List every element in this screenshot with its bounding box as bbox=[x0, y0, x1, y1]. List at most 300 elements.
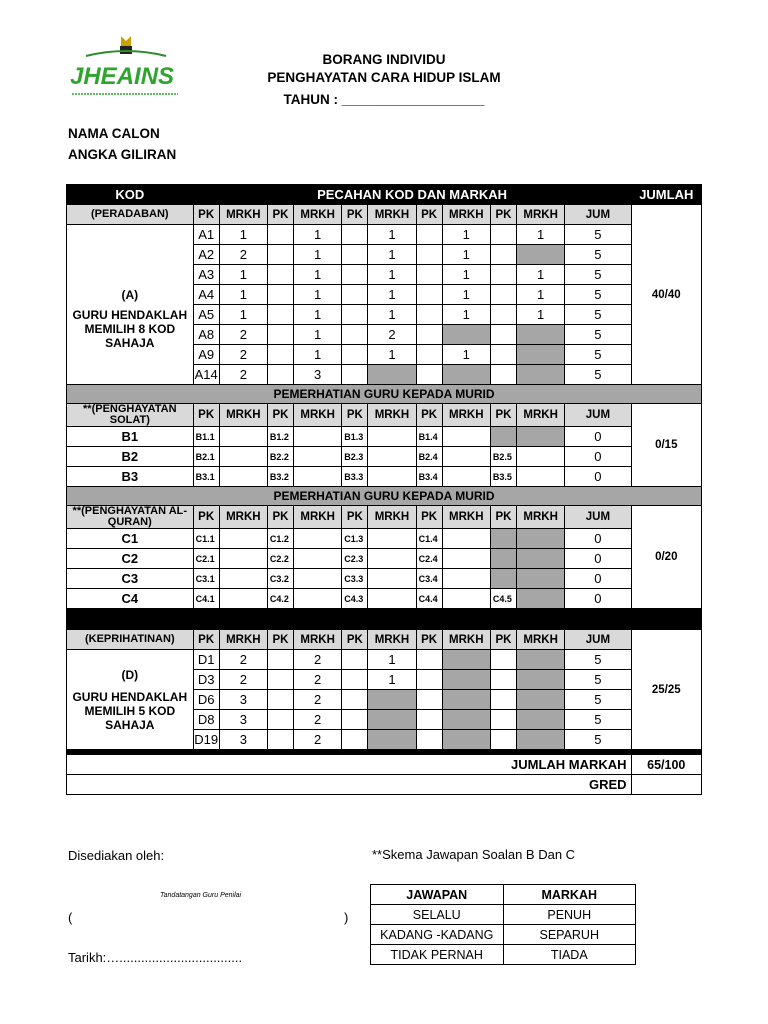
mark-cell: 2 bbox=[219, 670, 267, 690]
mrkh-header: MRKH bbox=[368, 630, 416, 650]
pk-cell bbox=[490, 650, 516, 670]
mark-cell bbox=[219, 447, 267, 467]
mark-cell bbox=[442, 569, 490, 589]
mark-cell bbox=[219, 467, 267, 487]
pk-cell bbox=[342, 650, 368, 670]
pk-cell: C2.3 bbox=[342, 549, 368, 569]
mark-cell bbox=[442, 529, 490, 549]
pk-cell bbox=[416, 730, 442, 750]
mark-cell: 1 bbox=[517, 225, 565, 245]
mark-cell bbox=[368, 710, 416, 730]
pk-cell: C1.1 bbox=[193, 529, 219, 549]
mark-cell: 3 bbox=[219, 730, 267, 750]
table-row bbox=[67, 506, 702, 529]
code-cell: B1 bbox=[67, 427, 194, 447]
pk-header: PK bbox=[193, 404, 219, 427]
section-total: 0/15 bbox=[631, 404, 701, 487]
pk-cell bbox=[490, 285, 516, 305]
pk-header: PK bbox=[416, 404, 442, 427]
pk-cell: B2.3 bbox=[342, 447, 368, 467]
pk-cell: B3.2 bbox=[267, 467, 293, 487]
mrkh-header: MRKH bbox=[294, 630, 342, 650]
mark-cell bbox=[442, 730, 490, 750]
pk-cell: C3.2 bbox=[267, 569, 293, 589]
mrkh-header: MRKH bbox=[517, 404, 565, 427]
mark-cell: 2 bbox=[219, 365, 267, 385]
mark-cell bbox=[442, 325, 490, 345]
mark-cell: 3 bbox=[219, 710, 267, 730]
pk-cell bbox=[416, 690, 442, 710]
jum-cell: 5 bbox=[565, 345, 631, 365]
code-cell: D8 bbox=[193, 710, 219, 730]
mark-cell bbox=[368, 589, 416, 609]
section-total: 0/20 bbox=[631, 506, 701, 609]
mark-cell: 1 bbox=[442, 245, 490, 265]
marks-table bbox=[66, 184, 702, 795]
code-cell: A2 bbox=[193, 245, 219, 265]
mark-cell bbox=[442, 710, 490, 730]
table-row bbox=[67, 427, 702, 447]
jum-cell: 0 bbox=[565, 467, 631, 487]
jum-header: JUM bbox=[565, 630, 631, 650]
pk-cell bbox=[416, 225, 442, 245]
jum-header: JUM bbox=[565, 205, 631, 225]
pk-cell: C3.3 bbox=[342, 569, 368, 589]
pk-cell bbox=[342, 225, 368, 245]
pk-cell: C4.4 bbox=[416, 589, 442, 609]
mark-cell bbox=[368, 427, 416, 447]
mark-cell bbox=[368, 569, 416, 589]
mark-cell bbox=[442, 549, 490, 569]
jum-cell: 0 bbox=[565, 549, 631, 569]
jum-cell: 5 bbox=[565, 305, 631, 325]
code-cell: A4 bbox=[193, 285, 219, 305]
mark-cell: 1 bbox=[442, 285, 490, 305]
jum-cell: 0 bbox=[565, 529, 631, 549]
mark-cell: 1 bbox=[219, 305, 267, 325]
pk-cell: B2.5 bbox=[490, 447, 516, 467]
pk-cell: C2.1 bbox=[193, 549, 219, 569]
form-title bbox=[0, 52, 768, 67]
mark-cell: 1 bbox=[442, 265, 490, 285]
pk-cell: B2.1 bbox=[193, 447, 219, 467]
table-row bbox=[67, 755, 702, 775]
table-row bbox=[67, 589, 702, 609]
table-row bbox=[67, 447, 702, 467]
mark-cell: 2 bbox=[219, 650, 267, 670]
mark-cell: 3 bbox=[219, 690, 267, 710]
mark-cell: 1 bbox=[219, 265, 267, 285]
pk-header: PK bbox=[490, 404, 516, 427]
mark-cell: 1 bbox=[517, 285, 565, 305]
pk-cell bbox=[342, 305, 368, 325]
mrkh-header: MRKH bbox=[442, 404, 490, 427]
section-total: 40/40 bbox=[631, 205, 701, 385]
skema-cell: TIDAK PERNAH bbox=[371, 945, 504, 965]
section-total: 25/25 bbox=[631, 630, 701, 750]
mark-cell bbox=[517, 325, 565, 345]
skema-cell: TIADA bbox=[503, 945, 636, 965]
mark-cell bbox=[517, 427, 565, 447]
mrkh-header: MRKH bbox=[294, 404, 342, 427]
mrkh-header: MRKH bbox=[219, 205, 267, 225]
mark-cell bbox=[219, 549, 267, 569]
title-line-2: PENGHAYATAN CARA HIDUP ISLAM bbox=[267, 70, 501, 85]
mark-cell bbox=[368, 529, 416, 549]
mrkh-header: MRKH bbox=[219, 506, 267, 529]
mrkh-header: MRKH bbox=[517, 205, 565, 225]
pk-cell bbox=[267, 670, 293, 690]
skema-cell: SELALU bbox=[371, 905, 504, 925]
mark-cell bbox=[517, 345, 565, 365]
mark-cell bbox=[517, 549, 565, 569]
pk-cell bbox=[342, 710, 368, 730]
pk-cell bbox=[490, 569, 516, 589]
code-cell: C2 bbox=[67, 549, 194, 569]
jum-header: JUM bbox=[565, 404, 631, 427]
mark-cell bbox=[517, 670, 565, 690]
mark-cell bbox=[442, 670, 490, 690]
tahun-line bbox=[0, 92, 768, 107]
mrkh-header: MRKH bbox=[368, 205, 416, 225]
pk-cell bbox=[490, 549, 516, 569]
pk-cell: C3.1 bbox=[193, 569, 219, 589]
jum-cell: 5 bbox=[565, 730, 631, 750]
pk-header: PK bbox=[490, 205, 516, 225]
pk-cell bbox=[267, 690, 293, 710]
pk-cell bbox=[342, 365, 368, 385]
pk-cell bbox=[267, 710, 293, 730]
mrkh-header: MRKH bbox=[442, 630, 490, 650]
pk-cell bbox=[267, 285, 293, 305]
pk-header: PK bbox=[490, 506, 516, 529]
pk-cell bbox=[490, 365, 516, 385]
mark-cell bbox=[517, 589, 565, 609]
pk-cell bbox=[416, 305, 442, 325]
pk-cell bbox=[490, 305, 516, 325]
mark-cell bbox=[517, 690, 565, 710]
jumlah-markah-value: 65/100 bbox=[631, 755, 701, 775]
mark-cell bbox=[442, 447, 490, 467]
mark-cell bbox=[368, 690, 416, 710]
code-cell: D19 bbox=[193, 730, 219, 750]
table-row bbox=[67, 487, 702, 506]
section-a-instruction: GURU HENDAKLAH MEMILIH 8 KOD SAHAJA bbox=[72, 307, 188, 350]
table-row bbox=[67, 569, 702, 589]
table-row bbox=[67, 404, 702, 427]
jum-header: JUM bbox=[565, 506, 631, 529]
mark-cell: 1 bbox=[219, 285, 267, 305]
mark-cell: 1 bbox=[294, 265, 342, 285]
jum-cell: 5 bbox=[565, 670, 631, 690]
skema-title: **Skema Jawapan Soalan B Dan C bbox=[372, 847, 576, 862]
code-cell: C1 bbox=[67, 529, 194, 549]
mark-cell bbox=[517, 467, 565, 487]
mark-cell: 1 bbox=[517, 305, 565, 325]
mark-cell: 2 bbox=[294, 670, 342, 690]
skema-head-markah: MARKAH bbox=[503, 885, 636, 905]
pk-cell: B1.4 bbox=[416, 427, 442, 447]
pk-cell bbox=[490, 690, 516, 710]
pk-cell bbox=[416, 345, 442, 365]
jum-cell: 5 bbox=[565, 245, 631, 265]
code-cell: A1 bbox=[193, 225, 219, 245]
mark-cell bbox=[442, 427, 490, 447]
jum-cell: 0 bbox=[565, 569, 631, 589]
mrkh-header: MRKH bbox=[294, 205, 342, 225]
angka-giliran-label: ANGKA GILIRAN bbox=[68, 147, 177, 162]
mark-cell: 2 bbox=[219, 325, 267, 345]
mark-cell: 1 bbox=[294, 305, 342, 325]
pk-cell: B3.4 bbox=[416, 467, 442, 487]
code-cell: C3 bbox=[67, 569, 194, 589]
section-title: **(PENGHAYATAN SOLAT) bbox=[67, 404, 194, 427]
table-row bbox=[67, 609, 702, 630]
pk-cell bbox=[267, 730, 293, 750]
mark-cell: 2 bbox=[294, 650, 342, 670]
mark-cell: 1 bbox=[368, 305, 416, 325]
pk-header: PK bbox=[193, 205, 219, 225]
pk-cell bbox=[267, 650, 293, 670]
pk-cell bbox=[490, 245, 516, 265]
pk-cell: C4.5 bbox=[490, 589, 516, 609]
pk-cell: C1.3 bbox=[342, 529, 368, 549]
mark-cell: 1 bbox=[368, 670, 416, 690]
form-subtitle bbox=[0, 70, 768, 85]
gred-value bbox=[631, 775, 701, 795]
pk-cell: C4.3 bbox=[342, 589, 368, 609]
mark-cell bbox=[442, 467, 490, 487]
pk-cell bbox=[342, 345, 368, 365]
mark-cell bbox=[368, 467, 416, 487]
tandatangan-label: Tandatangan Guru Penilai bbox=[160, 892, 242, 899]
mark-cell: 1 bbox=[294, 325, 342, 345]
table-row bbox=[67, 385, 702, 404]
table-row bbox=[67, 467, 702, 487]
pk-cell bbox=[267, 365, 293, 385]
pk-cell: B3.1 bbox=[193, 467, 219, 487]
pk-header: PK bbox=[267, 506, 293, 529]
mark-cell bbox=[294, 529, 342, 549]
pk-header: PK bbox=[342, 205, 368, 225]
pk-cell bbox=[267, 265, 293, 285]
mark-cell: 1 bbox=[294, 285, 342, 305]
mark-cell bbox=[368, 549, 416, 569]
mrkh-header: MRKH bbox=[294, 506, 342, 529]
mark-cell: 2 bbox=[368, 325, 416, 345]
mark-cell bbox=[368, 730, 416, 750]
pk-cell bbox=[416, 265, 442, 285]
table-row bbox=[67, 775, 702, 795]
mark-cell: 1 bbox=[368, 225, 416, 245]
pk-cell bbox=[342, 325, 368, 345]
jum-cell: 0 bbox=[565, 427, 631, 447]
code-cell: A8 bbox=[193, 325, 219, 345]
mark-cell: 1 bbox=[442, 225, 490, 245]
pk-cell bbox=[490, 225, 516, 245]
mrkh-header: MRKH bbox=[219, 630, 267, 650]
pk-cell: B2.4 bbox=[416, 447, 442, 467]
table-row bbox=[67, 225, 702, 245]
mark-cell bbox=[294, 447, 342, 467]
jum-cell: 0 bbox=[565, 589, 631, 609]
mark-cell bbox=[219, 589, 267, 609]
section-d-instruction: GURU HENDAKLAH MEMILIH 5 KOD SAHAJA bbox=[72, 689, 188, 732]
jum-cell: 5 bbox=[565, 365, 631, 385]
pk-cell: C1.4 bbox=[416, 529, 442, 549]
mrkh-header: MRKH bbox=[517, 506, 565, 529]
pk-cell bbox=[342, 690, 368, 710]
table-row bbox=[67, 205, 702, 225]
mark-cell bbox=[294, 427, 342, 447]
mark-cell bbox=[294, 589, 342, 609]
pemerhatian-banner: PEMERHATIAN GURU KEPADA MURID bbox=[67, 487, 702, 506]
pk-cell: C4.1 bbox=[193, 589, 219, 609]
section-a-label: (A) bbox=[121, 287, 139, 302]
mrkh-header: MRKH bbox=[442, 506, 490, 529]
code-cell: D6 bbox=[193, 690, 219, 710]
mrkh-header: MRKH bbox=[368, 506, 416, 529]
mark-cell bbox=[294, 569, 342, 589]
mark-cell: 1 bbox=[219, 225, 267, 245]
pk-cell bbox=[416, 670, 442, 690]
jum-cell: 5 bbox=[565, 325, 631, 345]
mark-cell bbox=[517, 569, 565, 589]
code-cell: A9 bbox=[193, 345, 219, 365]
pk-cell bbox=[490, 529, 516, 549]
skema-table bbox=[370, 884, 636, 965]
close-paren: ) bbox=[344, 910, 349, 925]
mark-cell bbox=[294, 549, 342, 569]
mrkh-header: MRKH bbox=[219, 404, 267, 427]
jumlah-markah-label: JUMLAH MARKAH bbox=[67, 755, 632, 775]
pemerhatian-banner: PEMERHATIAN GURU KEPADA MURID bbox=[67, 385, 702, 404]
pk-header: PK bbox=[416, 506, 442, 529]
jum-cell: 5 bbox=[565, 285, 631, 305]
pk-cell: B1.3 bbox=[342, 427, 368, 447]
table-row bbox=[67, 549, 702, 569]
pk-cell bbox=[490, 265, 516, 285]
pk-cell bbox=[416, 365, 442, 385]
jum-cell: 5 bbox=[565, 225, 631, 245]
title-line-1: BORANG INDIVIDU bbox=[322, 52, 446, 67]
mark-cell bbox=[294, 467, 342, 487]
mark-cell bbox=[517, 650, 565, 670]
mark-cell bbox=[517, 365, 565, 385]
pk-cell bbox=[342, 730, 368, 750]
pk-header: PK bbox=[490, 630, 516, 650]
pecahan-header: PECAHAN KOD DAN MARKAH bbox=[193, 185, 631, 205]
pk-cell bbox=[342, 245, 368, 265]
code-cell: D1 bbox=[193, 650, 219, 670]
pk-cell bbox=[416, 245, 442, 265]
pk-cell: B3.3 bbox=[342, 467, 368, 487]
mark-cell bbox=[517, 245, 565, 265]
code-cell: A5 bbox=[193, 305, 219, 325]
pk-cell: B2.2 bbox=[267, 447, 293, 467]
section-a-desc bbox=[67, 225, 194, 385]
pk-cell: B1.2 bbox=[267, 427, 293, 447]
pk-header: PK bbox=[416, 205, 442, 225]
mark-cell bbox=[368, 447, 416, 467]
pk-cell: B1.1 bbox=[193, 427, 219, 447]
code-cell: B3 bbox=[67, 467, 194, 487]
pk-cell: C3.4 bbox=[416, 569, 442, 589]
table-row bbox=[67, 185, 702, 205]
title-line-3: TAHUN : ___________________ bbox=[283, 92, 485, 107]
separator-bar bbox=[67, 609, 702, 630]
pk-cell bbox=[416, 650, 442, 670]
pk-cell bbox=[342, 265, 368, 285]
mark-cell: 1 bbox=[442, 345, 490, 365]
pk-cell bbox=[267, 345, 293, 365]
mrkh-header: MRKH bbox=[442, 205, 490, 225]
pk-header: PK bbox=[267, 205, 293, 225]
mark-cell: 1 bbox=[368, 285, 416, 305]
svg-text:JHEAINS: JHEAINS bbox=[70, 63, 175, 90]
code-cell: D3 bbox=[193, 670, 219, 690]
pk-header: PK bbox=[342, 506, 368, 529]
section-title: **(PENGHAYATAN AL-QURAN) bbox=[67, 506, 194, 529]
pk-cell: C2.2 bbox=[267, 549, 293, 569]
mark-cell bbox=[368, 365, 416, 385]
pk-cell bbox=[490, 325, 516, 345]
pk-cell bbox=[267, 245, 293, 265]
jum-cell: 5 bbox=[565, 690, 631, 710]
mark-cell: 2 bbox=[294, 710, 342, 730]
pk-header: PK bbox=[193, 630, 219, 650]
mark-cell bbox=[517, 710, 565, 730]
mark-cell: 1 bbox=[294, 225, 342, 245]
gred-label: GRED bbox=[67, 775, 632, 795]
mrkh-header: MRKH bbox=[517, 630, 565, 650]
mark-cell bbox=[442, 589, 490, 609]
jum-cell: 0 bbox=[565, 447, 631, 467]
table-row bbox=[67, 650, 702, 670]
open-paren: ( bbox=[68, 910, 73, 925]
pk-cell bbox=[416, 325, 442, 345]
pk-cell bbox=[490, 427, 516, 447]
pk-header: PK bbox=[342, 404, 368, 427]
pk-cell bbox=[490, 345, 516, 365]
pk-cell bbox=[267, 225, 293, 245]
mark-cell: 1 bbox=[368, 245, 416, 265]
mark-cell bbox=[442, 690, 490, 710]
mark-cell bbox=[219, 569, 267, 589]
mark-cell bbox=[219, 427, 267, 447]
skema-cell: KADANG -KADANG bbox=[371, 925, 504, 945]
code-cell: A14 bbox=[193, 365, 219, 385]
pk-header: PK bbox=[267, 404, 293, 427]
pk-cell: C1.2 bbox=[267, 529, 293, 549]
mrkh-header: MRKH bbox=[368, 404, 416, 427]
mark-cell: 1 bbox=[442, 305, 490, 325]
pk-header: PK bbox=[342, 630, 368, 650]
mark-cell bbox=[517, 529, 565, 549]
pk-cell: C4.2 bbox=[267, 589, 293, 609]
pk-header: PK bbox=[193, 506, 219, 529]
pk-cell bbox=[342, 670, 368, 690]
section-title: (PERADABAN) bbox=[67, 205, 194, 225]
skema-head-jawapan: JAWAPAN bbox=[371, 885, 504, 905]
jum-cell: 5 bbox=[565, 650, 631, 670]
pk-header: PK bbox=[416, 630, 442, 650]
mark-cell: 1 bbox=[294, 245, 342, 265]
pk-cell bbox=[342, 285, 368, 305]
pk-header: PK bbox=[267, 630, 293, 650]
table-row bbox=[67, 630, 702, 650]
code-cell: B2 bbox=[67, 447, 194, 467]
